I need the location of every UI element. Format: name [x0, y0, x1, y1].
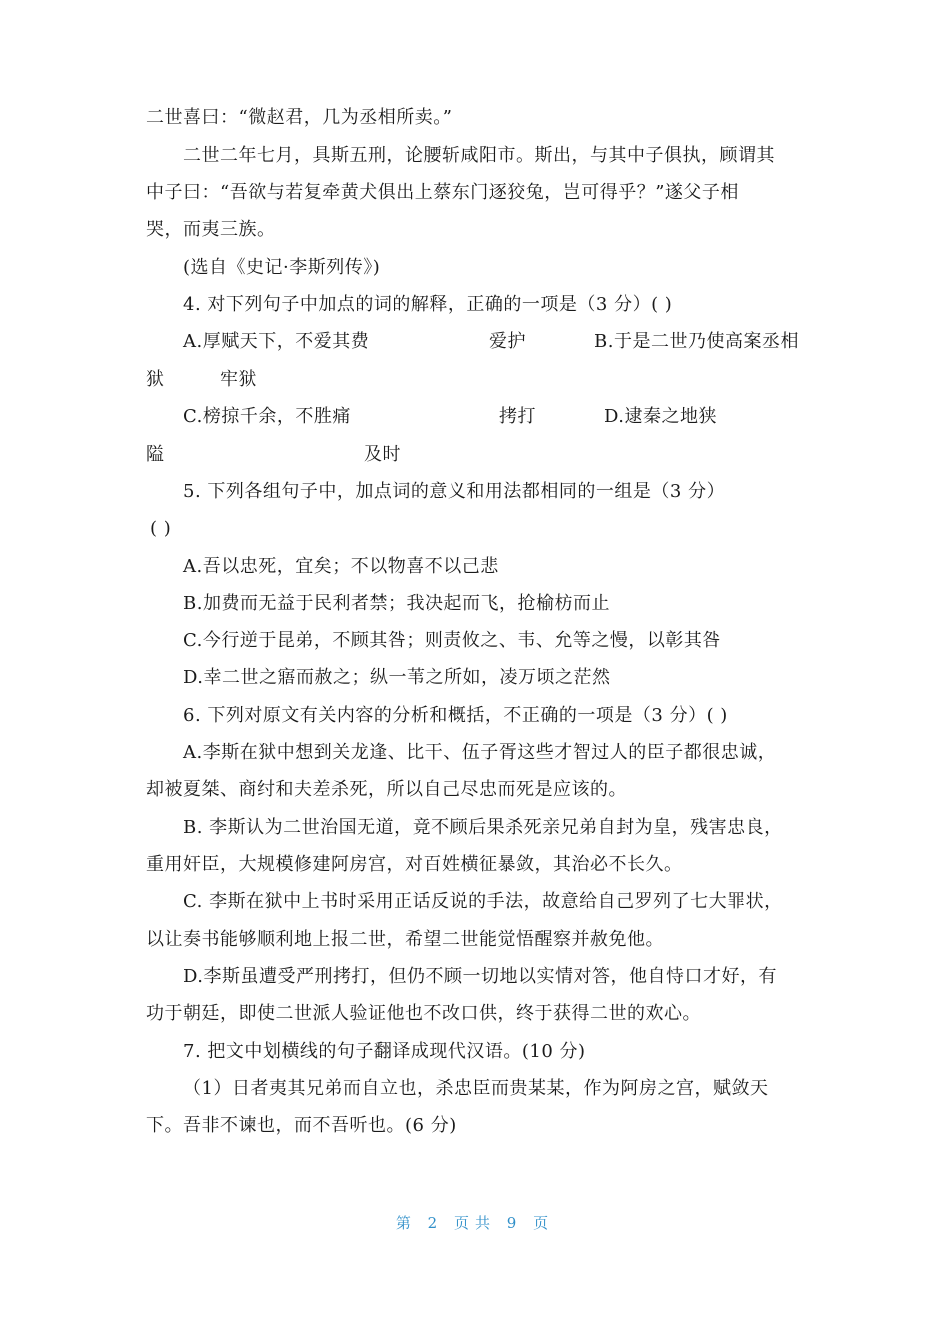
- option-4c-gloss: 拷打: [499, 406, 536, 427]
- text-line: 哭，而夷三族。: [146, 219, 276, 240]
- option-6b: B. 李斯认为二世治国无道，竟不顾后果杀死亲兄弟自封为皇，残害忠良，: [183, 817, 783, 838]
- question-7-part1-cont: 下。吾非不谏也，而不吾听也。(6 分): [146, 1115, 457, 1136]
- option-4a: A.厚赋天下，不爱其费: [183, 331, 370, 352]
- question-5: 5. 下列各组句子中，加点词的意义和用法都相同的一组是（3 分）: [183, 481, 726, 502]
- text-line: 中子曰：“吾欲与若复牵黄犬俱出上蔡东门逐狡兔，岂可得乎？”遂父子相: [146, 182, 739, 203]
- option-5d: D.幸二世之寤而赦之；纵一苇之所如，凌万顷之茫然: [183, 667, 611, 688]
- option-4b-gloss: 牢狱: [220, 369, 257, 390]
- option-4d: D.逮秦之地狭: [604, 406, 718, 427]
- option-6a-cont: 却被夏桀、商纣和夫差杀死，所以自己尽忠而死是应该的。: [146, 779, 627, 800]
- text-line: 二世二年七月，具斯五刑，论腰斩咸阳市。斯出，与其中子俱执，顾谓其: [183, 145, 775, 166]
- option-5a: A.吾以忠死，宜矣；不以物喜不以己悲: [183, 556, 499, 577]
- question-6: 6. 下列对原文有关内容的分析和概括，不正确的一项是（3 分）( ): [183, 705, 728, 726]
- option-5b: B.加费而无益于民利者禁；我决起而飞，抢榆枋而止: [183, 593, 610, 614]
- option-4a-gloss: 爱护: [489, 331, 526, 352]
- option-4d-cont: 隘: [146, 444, 165, 465]
- option-4d-gloss: 及时: [364, 444, 401, 465]
- text-line: 二世喜曰：“微赵君，几为丞相所卖。”: [146, 107, 453, 128]
- question-7-part1: （1）日者夷其兄弟而自立也，杀忠臣而贵某某，作为阿房之宫，赋敛天: [183, 1078, 769, 1099]
- source-citation: (选自《史记·李斯列传》): [183, 257, 381, 278]
- option-6d: D.李斯虽遭受严刑拷打，但仍不顾一切地以实情对答，他自恃口才好，有: [183, 966, 778, 987]
- option-5c: C.今行逆于昆弟，不顾其咎；则责攸之、韦、允等之慢，以彰其咎: [183, 630, 721, 651]
- option-6c-cont: 以让奏书能够顺利地上报二世，希望二世能觉悟醒察并赦免他。: [146, 929, 664, 950]
- option-6c: C. 李斯在狱中上书时采用正话反说的手法，故意给自己罗列了七大罪状，: [183, 891, 783, 912]
- option-6b-cont: 重用奸臣，大规模修建阿房宫，对百姓横征暴敛，其治必不长久。: [146, 854, 683, 875]
- option-4b-cont: 狱: [146, 369, 165, 390]
- question-5-paren: ( ): [150, 518, 172, 539]
- page-footer: 第 2 页共 9 页: [395, 1214, 555, 1232]
- option-4b: B.于是二世乃使高案丞相: [594, 331, 799, 352]
- question-4: 4. 对下列句子中加点的词的解释，正确的一项是（3 分）( ): [183, 294, 673, 315]
- option-4c: C.榜掠千余，不胜痛: [183, 406, 351, 427]
- option-6d-cont: 功于朝廷，即使二世派人验证他也不改口供，终于获得二世的欢心。: [146, 1003, 701, 1024]
- question-7: 7. 把文中划横线的句子翻译成现代汉语。(10 分): [183, 1041, 586, 1062]
- option-6a: A.李斯在狱中想到关龙逢、比干、伍子胥这些才智过人的臣子都很忠诚，: [183, 742, 777, 763]
